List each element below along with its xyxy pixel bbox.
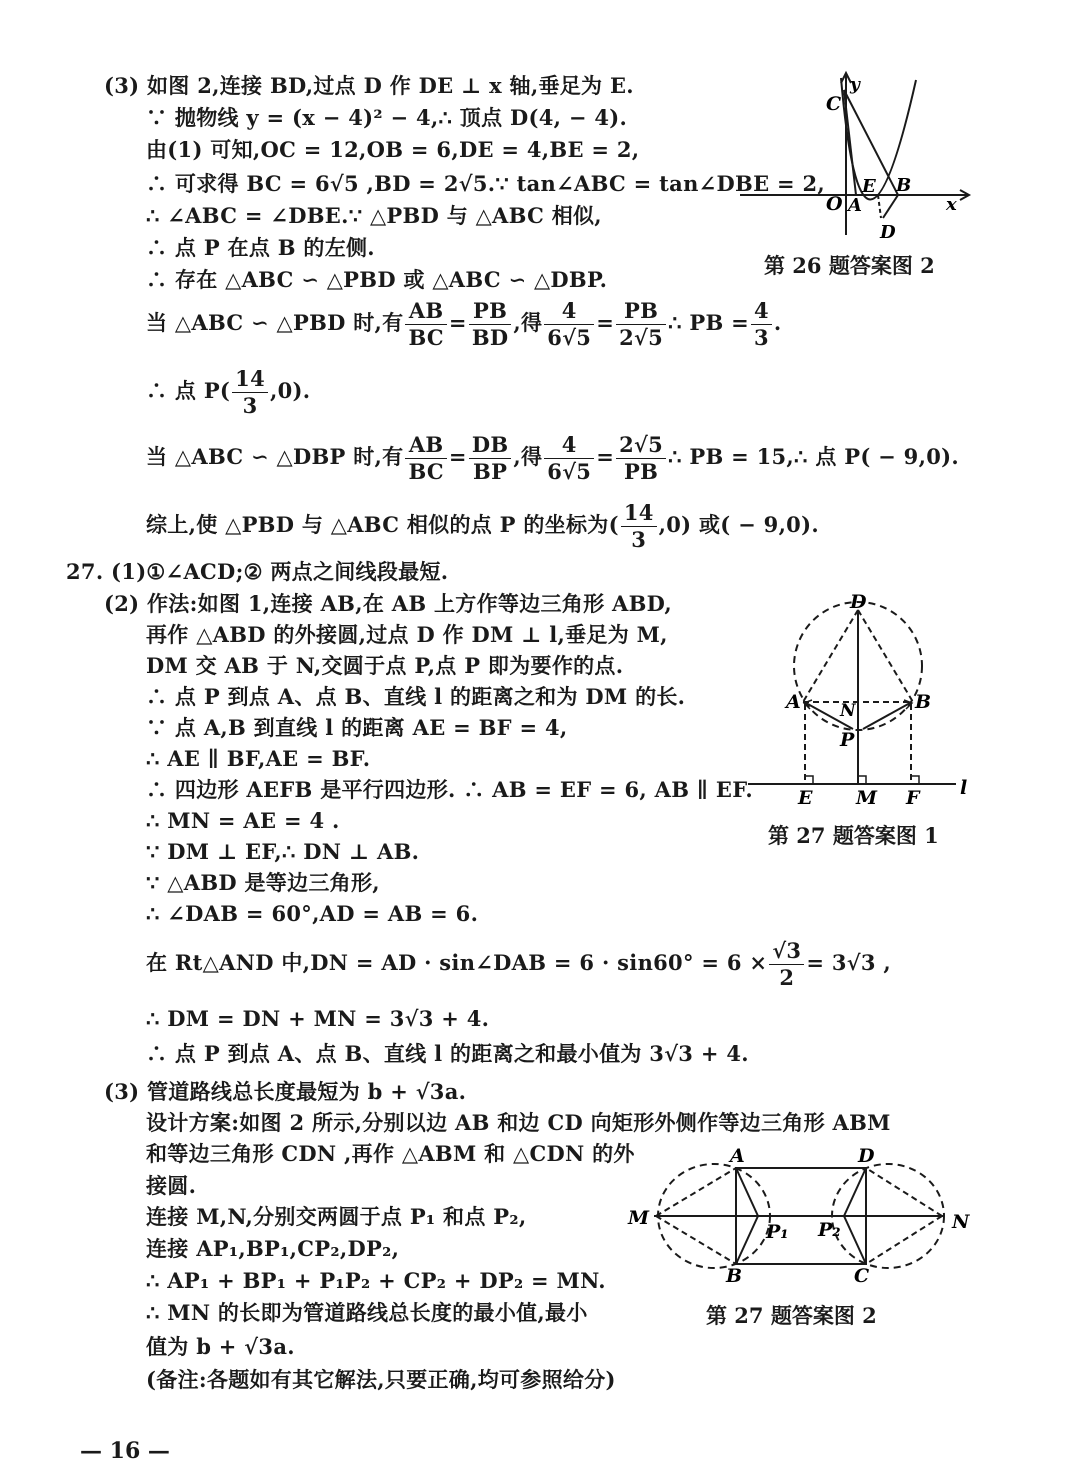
label-d: D <box>850 591 867 613</box>
label-m: M <box>628 1207 650 1229</box>
figure-27-2-caption: 第 27 题答案图 2 <box>706 1303 877 1328</box>
q27-line-16: (3) 管道路线总长度最短为 b + √3a. <box>104 1079 467 1104</box>
q27-line-20: 连接 M,N,分别交两圆于点 P₁ 和点 P₂, <box>146 1204 527 1229</box>
segment-bd <box>883 195 898 218</box>
figure-27-2 <box>626 1144 976 1286</box>
label-y: y <box>850 75 860 95</box>
right-angle-e <box>805 776 813 784</box>
q27-line-15: ∴ 点 P 到点 A、点 B、直线 l 的距离之和最小值为 3√3 + 4. <box>146 1041 749 1066</box>
q27-line-12: ∴ ∠DAB = 60°,AD = AB = 6. <box>146 901 479 926</box>
q26-line-5: ∴ ∠ABC = ∠DBE.∵ △PBD 与 △ABC 相似, <box>146 203 602 228</box>
q27-line-21: 连接 AP₁,BP₁,CP₂,DP₂, <box>146 1236 400 1261</box>
q26-line-1: (3) 如图 2,连接 BD,过点 D 作 DE ⊥ x 轴,垂足为 E. <box>104 73 634 98</box>
segment-de <box>878 195 881 218</box>
q27-line-25: (备注:各题如有其它解法,只要正确,均可参照给分) <box>146 1367 616 1392</box>
segment-db <box>858 610 913 702</box>
q27-line-17: 设计方案:如图 2 所示,分别以边 AB 和边 CD 向矩形外侧作等边三角形 ABM <box>146 1110 891 1135</box>
label-e: E <box>862 176 876 197</box>
label-f: F <box>906 787 920 809</box>
q27-line-10: ∵ DM ⊥ EF,∴ DN ⊥ AB. <box>146 839 420 864</box>
label-a: A <box>730 1145 745 1167</box>
figure-27-1 <box>748 592 978 808</box>
q26-summary: 综上,使 △PBD 与 △ABC 相似的点 P 的坐标为( $\frac{14}{3}$ ,0) 或( − 9,0). <box>146 500 819 552</box>
label-p2: P₂ <box>818 1219 841 1241</box>
q27-line-19: 接圆. <box>146 1173 197 1198</box>
q26-line-4: ∴ 可求得 BC = 6√5 ,BD = 2√5.∵ tan∠ABC = tan∠DBE = 2, <box>146 171 826 196</box>
q27-line-23: ∴ MN 的长即为管道路线总长度的最小值,最小 <box>146 1300 588 1325</box>
q27-line-24: 值为 b + √3a. <box>146 1334 295 1359</box>
label-o: O <box>826 193 843 215</box>
label-b: B <box>915 691 932 713</box>
q27-line-8: ∴ 四边形 AEFB 是平行四边形. ∴ AB = EF = 6, AB ∥ EF. <box>146 777 753 802</box>
segment-mb <box>656 1216 736 1264</box>
q27-line-22: ∴ AP₁ + BP₁ + P₁P₂ + CP₂ + DP₂ = MN. <box>146 1268 606 1293</box>
q27-line-6: ∵ 点 A,B 到直线 l 的距离 AE = BF = 4, <box>146 715 568 740</box>
q27-line-2: (2) 作法:如图 1,连接 AB,在 AB 上方作等边三角形 ABD, <box>104 591 673 616</box>
label-n: N <box>840 701 856 721</box>
label-c: C <box>826 93 842 115</box>
page-number: — 16 — <box>80 1438 170 1464</box>
segment-nc <box>866 1216 942 1264</box>
label-m: M <box>856 787 878 809</box>
q27-line-7: ∴ AE ∥ BF,AE = BF. <box>146 746 371 771</box>
figure-26-2-caption: 第 26 题答案图 2 <box>764 253 935 278</box>
q27-line-18: 和等边三角形 CDN ,再作 △ABM 和 △CDN 的外 <box>146 1141 635 1166</box>
figure-27-1-caption: 第 27 题答案图 1 <box>768 823 939 848</box>
segment-bp <box>863 703 910 729</box>
q27-line-5: ∴ 点 P 到点 A、点 B、直线 l 的距离之和为 DM 的长. <box>146 684 686 709</box>
label-p: P <box>840 729 855 751</box>
q26-point-p-1: ∴ 点 P( $\frac{14}{3}$ ,0). <box>146 366 311 418</box>
right-angle-f <box>911 776 919 784</box>
q26-line-7: ∴ 存在 △ABC ∽ △PBD 或 △ABC ∽ △DBP. <box>146 267 608 292</box>
q27-line-1: 27. (1)①∠ACD;② 两点之间线段最短. <box>66 559 449 584</box>
q26-line-6: ∴ 点 P 在点 B 的左侧. <box>146 235 375 260</box>
q26-case-1: 当 △ABC ∽ △PBD 时,有 $\frac{AB}{BC}$ = $\frac{PB}{BD}$ ,得 $\frac{4}{6√5}$ = $\frac{PB}{2√5}$ ∴ PB = $\frac{4}{3}$ . <box>146 298 782 350</box>
segment-ma <box>656 1168 736 1216</box>
q27-line-14: ∴ DM = DN + MN = 3√3 + 4. <box>146 1006 490 1031</box>
q26-case-2: 当 △ABC ∽ △DBP 时,有 $\frac{AB}{BC}$ = $\frac{DB}{BP}$ ,得 $\frac{4}{6√5}$ = $\frac{2√5}{PB}$ ∴ PB = 15,∴ 点 P( − 9,0). <box>146 432 959 484</box>
q27-rt-line: 在 Rt△AND 中,DN = AD · sin∠DAB = 6 · sin60° = 6 × $\frac{√3}{2}$ = 3√3 , <box>146 938 891 990</box>
q27-line-11: ∵ △ABD 是等边三角形, <box>146 870 380 895</box>
label-a: A <box>786 691 801 713</box>
q26-line-3: 由(1) 可知,OC = 12,OB = 6,DE = 4,BE = 2, <box>146 137 640 162</box>
segment-da <box>803 610 858 702</box>
segment-nd <box>866 1168 942 1216</box>
right-angle-m <box>858 776 866 784</box>
label-b: B <box>726 1265 743 1287</box>
label-n: N <box>952 1211 970 1233</box>
q27-line-9: ∴ MN = AE = 4 . <box>146 808 340 833</box>
label-c: C <box>854 1265 870 1287</box>
label-d: D <box>858 1145 875 1167</box>
q27-line-4: DM 交 AB 于 N,交圆于点 P,点 P 即为要作的点. <box>146 653 624 678</box>
q27-line-3: 再作 △ABD 的外接圆,过点 D 作 DM ⊥ l,垂足为 M, <box>146 622 668 647</box>
label-a: A <box>848 195 862 216</box>
q26-line-2: ∵ 抛物线 y = (x − 4)² − 4,∴ 顶点 D(4, − 4). <box>146 105 628 130</box>
label-d: D <box>880 222 896 243</box>
label-l: l <box>960 777 968 799</box>
figure-26-2 <box>738 70 978 243</box>
label-x: x <box>946 194 957 215</box>
label-p1: P₁ <box>766 1221 789 1243</box>
label-b: B <box>896 175 912 196</box>
label-e: E <box>798 787 813 809</box>
